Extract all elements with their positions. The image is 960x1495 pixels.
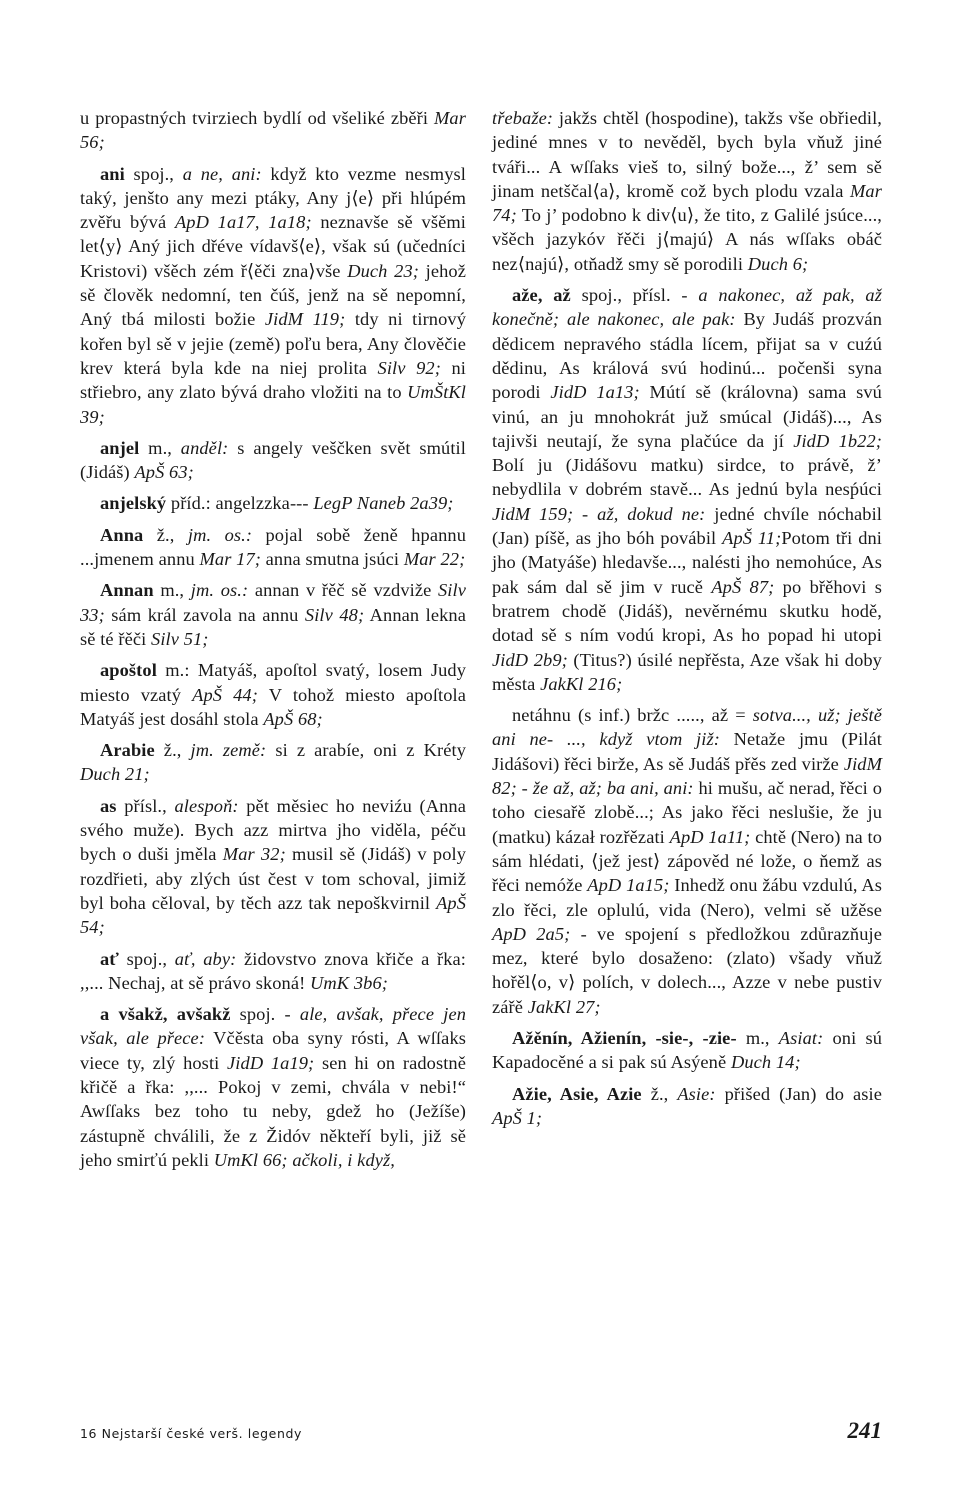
italic-text: Asie: bbox=[677, 1083, 716, 1104]
page-number: 241 bbox=[847, 1418, 882, 1443]
entry-text: ni střiebro, any zlato bývá draho vložiti na to bbox=[80, 357, 467, 403]
italic-text: sotva..., už; ještě ani ne- ..., když vtom již: bbox=[492, 705, 882, 750]
right-entry bbox=[492, 1026, 882, 1075]
entry-text: si z arabíe, oni z Kréty bbox=[266, 740, 466, 761]
headword: as bbox=[100, 795, 117, 816]
entry-text: To j’ podobno k div⟨u⟩, že tito, z Galilé jsúce..., všěch jazykóv řěči j⟨majú⟩ A nás wſſaks obáč nez⟨najú⟩, otňadž smy sě porodili bbox=[492, 205, 882, 274]
italic-text: JidD 1a19; bbox=[227, 1052, 315, 1073]
entry-text: u propastných tvirziech bydlí od všeliké zběři bbox=[80, 108, 435, 128]
entry-text: m.: Matyáš, apoſtol svatý, losem Judy miesto vzatý bbox=[80, 660, 466, 705]
entry-text: pět měsiec ho neviźu (Anna svého muže). Bych azz mirtva jho viděla, péču bych o duši jměla bbox=[80, 795, 466, 865]
page-footer bbox=[80, 1418, 882, 1448]
italic-text: Silv 48; bbox=[304, 604, 365, 625]
entry-text: přísl., bbox=[116, 795, 175, 816]
left-entry bbox=[80, 162, 466, 429]
italic-text: třebaže: bbox=[492, 108, 554, 128]
headword: a všakž, avšakž bbox=[100, 1004, 231, 1025]
italic-text: Mar 32; bbox=[222, 844, 286, 865]
italic-text: UmŠtKl 39; bbox=[80, 382, 466, 427]
italic-text: Mar 74; bbox=[492, 180, 882, 226]
italic-text: ApŠ 1; bbox=[492, 1107, 543, 1128]
entry-text: Potom tři dni jho (Matyáše) hledavše..., nalésti jho nemohúce, As pak sám dal sě jim v rucě bbox=[492, 528, 882, 597]
entry-text: jehož sě člověk nedomní, ten čúš, jenž na sě nepomní, Aný tbá milosti božie bbox=[80, 260, 466, 330]
headword: Annan bbox=[100, 580, 154, 601]
italic-text: UmK 3b6; bbox=[310, 972, 388, 993]
entry-text: chtě (Nero) na to sám hlédati, ⟨jež jest⟩ zápověd né lože, o ňemž as řěci nemóže bbox=[492, 826, 883, 896]
headword: ať bbox=[100, 948, 119, 969]
italic-text: Asiat: bbox=[778, 1027, 824, 1048]
entry-text: annan v řěč sě vzdviže bbox=[248, 580, 439, 601]
entry-text: Annan lekna sě té řěči bbox=[80, 604, 466, 649]
entry-text: jakžs chtěl (hospodine), takžs vše obřiedil, jediné mnes v to nevěděl, bych byla vňuž jiné tváři... A wſſaks vieš to, silný bože..., ž’ sem sě jinam netščal⟨a⟩, kromě což bych plodu vzala bbox=[492, 108, 882, 201]
right-entry bbox=[492, 106, 882, 276]
italic-text: ApŠ 44; bbox=[192, 684, 258, 705]
headword: aže, až bbox=[512, 285, 571, 306]
italic-text: ať, aby: bbox=[174, 948, 237, 969]
entry-text: musil sě (Jidáš) v poly rozdřieti, aby zlých úst čest v tom schoval, jimiž byl boha cěloval, by těch azz tak nepoškvirnil bbox=[80, 844, 467, 913]
italic-text: jm. os.: bbox=[190, 580, 249, 601]
italic-text: jm. země: bbox=[190, 740, 267, 761]
italic-text: Silv 51; bbox=[151, 628, 209, 649]
italic-text: a nakonec, až pak, až konečně; ale nakonec, ale pak: bbox=[492, 285, 882, 330]
italic-text: Duch 6; bbox=[747, 253, 809, 274]
right-entry bbox=[492, 283, 882, 696]
headword: Arabie bbox=[100, 740, 155, 761]
left-entry bbox=[80, 106, 466, 155]
entry-text: příd.: angelzzka--- bbox=[166, 493, 314, 514]
italic-text: Silv 33; bbox=[80, 580, 466, 625]
italic-text: JidM 82; bbox=[492, 753, 882, 799]
left-column bbox=[80, 106, 466, 1179]
italic-text: ApD 1a11; bbox=[669, 826, 751, 847]
left-entry bbox=[80, 738, 466, 787]
italic-text: JidD 1b22; bbox=[793, 430, 882, 451]
entry-text: spoj., přísl. - bbox=[570, 285, 699, 306]
italic-text: JidD 1a13; bbox=[550, 382, 640, 403]
italic-text: že až, až; ba ani, ani: bbox=[532, 778, 694, 799]
entry-text: Bolí ju (Jidášovu matku) sirdce, to právě, ž’ nebydlila v dobrém stavě... As jednú byla nesṕúci bbox=[492, 455, 882, 500]
entry-text: m., bbox=[736, 1027, 779, 1048]
italic-text: ApD 1a15; bbox=[587, 875, 670, 896]
entry-text: jedné chvíle nóchabil (Jan) píšě, as jho bóh povábil bbox=[492, 503, 882, 549]
italic-text: Mar 56; bbox=[80, 108, 466, 153]
entry-text: hi mušu, ač nerad, řěci o toho ciesařě zlobě...; As jako řěci neslušie, že ju (matku) kázał rozřězati bbox=[492, 778, 882, 847]
entry-text: Inhedž onu žábu vzdulú, As zlo řěci, zle oplulú, vida (Nero), velmi sě užěse bbox=[492, 875, 882, 920]
left-entry bbox=[80, 491, 466, 515]
entry-text: m., bbox=[153, 580, 191, 601]
headword: apoštol bbox=[100, 660, 157, 681]
entry-text: přišed (Jan) do asie bbox=[715, 1083, 882, 1104]
entry-text: By Judáš prozván dědicem nepravého stádla lícem, přijat sa v cuźú dědinu, As králová svú hodinú... počenši syna porodi bbox=[492, 309, 882, 403]
italic-text: ApD 1a17, 1a18; bbox=[174, 212, 312, 233]
italic-text: JidM 119; bbox=[264, 309, 346, 330]
italic-text: JidD 2b9; bbox=[492, 649, 568, 670]
italic-text: ApŠ 68; bbox=[263, 708, 323, 729]
italic-text: LegP Naneb 2a39; bbox=[313, 493, 454, 514]
entry-text: Netaže jmu (Pilát Jidášovi) řěci birže, As sě Judáš přěs zed virže bbox=[492, 729, 882, 774]
entry-text: - bbox=[573, 503, 598, 524]
italic-text: JakKl 27; bbox=[527, 996, 601, 1017]
italic-text: až, dokud ne: bbox=[597, 503, 706, 524]
left-entry bbox=[80, 523, 466, 572]
entry-text: Včěsta oba syny rósti, A wſſaks viece ty, zlý hosti bbox=[80, 1028, 466, 1073]
italic-text: a ne, ani: bbox=[182, 163, 262, 184]
italic-text: jm. os.: bbox=[187, 524, 253, 545]
entry-text: V tohož miesto apoſtola Matyáš jest dosáhl stola bbox=[80, 684, 467, 729]
headword: ani bbox=[100, 163, 125, 184]
headword: anjelský bbox=[100, 493, 167, 514]
entry-text: ž., bbox=[641, 1083, 678, 1104]
entry-text: - ve spojení s předložkou zdůrazňuje mez, které bylo dosaženo: (zlato) všady vňuž hořěl⟨o, v⟩ polích, v dolech..., Azze v nebe pustiv zářě bbox=[492, 923, 882, 1017]
italic-text: ApŠ 87; bbox=[711, 576, 775, 597]
headword: Ažie, Asie, Azie bbox=[512, 1083, 642, 1104]
italic-text: Duch 21; bbox=[80, 764, 150, 785]
left-entry bbox=[80, 794, 466, 940]
left-entry bbox=[80, 436, 466, 485]
entry-text: když kto vezme nesmysl taký, jenšto any mezi ptáky, Any j⟨e⟩ při hlúpém zvěřu bývá bbox=[80, 163, 466, 233]
entry-text: ž., bbox=[143, 524, 188, 545]
entry-text: po břěhovi s bratrem chodě (Jidáš), nevěrnému skutku hodě, dotad sě s ním vodú kropi, As ho popad hi utopi bbox=[492, 576, 882, 646]
right-entry bbox=[492, 1082, 882, 1131]
entry-text: židovstvo znova křiče a řka: ,,... Nechaj, at sě právo skoná! bbox=[80, 948, 466, 993]
entry-text: Mútí sě (královna) sama svú vinú, an ju mnohokrát juž smúcal (Jidáš)..., As tajivši neutají, že syna plačúce da jí bbox=[492, 382, 882, 451]
right-column bbox=[492, 106, 882, 1137]
italic-text: Mar 17; bbox=[199, 549, 261, 570]
entry-text: m., bbox=[139, 437, 181, 458]
entry-text: spoj., bbox=[124, 163, 183, 184]
italic-text: Mar 22; bbox=[403, 549, 466, 570]
italic-text: alespoň: bbox=[174, 795, 239, 816]
entry-text: ž., bbox=[154, 740, 191, 761]
entry-text: neznavše sě všěmi let⟨y⟩ Aný jich dřéve vídavš⟨e⟩, však sú (učedníci Kristovi) všěch zém ř⟨ěči zna⟩vše bbox=[80, 212, 466, 281]
italic-text: ačkoli, i když, bbox=[292, 1149, 395, 1170]
italic-text: ApŠ 63; bbox=[134, 462, 194, 483]
entry-text: sám král zavola na annu bbox=[104, 604, 305, 625]
headword: Anna bbox=[100, 524, 144, 545]
entry-text: tdy ni tirnový kořen byl sě v jejie (země) poľu bera, Any člověčie krev která byla kde na niej prolita bbox=[80, 309, 466, 378]
entry-text: anna smutna jsúci bbox=[260, 549, 404, 570]
italic-text: ale, avšak, přece jen však, ale přece: bbox=[80, 1004, 466, 1049]
italic-text: Duch 23; bbox=[347, 260, 419, 281]
entry-text: s angely veščken svět smútil (Jidáš) bbox=[80, 437, 466, 483]
entry-text: oni sú Kapadocěné a si pak sú Asýeně bbox=[492, 1027, 882, 1073]
italic-text: Duch 14; bbox=[730, 1052, 801, 1073]
italic-text: anděl: bbox=[180, 437, 229, 458]
left-entry bbox=[80, 578, 466, 651]
italic-text: ApŠ 11; bbox=[722, 528, 782, 549]
left-entry bbox=[80, 658, 466, 731]
italic-text: ApD 2a5; bbox=[492, 923, 571, 944]
printer-signature: 16 Nejstarší české verš. legendy bbox=[80, 1426, 303, 1441]
headword: anjel bbox=[100, 437, 140, 458]
right-entry bbox=[492, 703, 882, 1019]
italic-text: UmKl 66; bbox=[213, 1149, 288, 1170]
entry-text: - bbox=[516, 778, 533, 799]
entry-text: (Titus?) úsilé nepřěsta, Aze však hi doby města bbox=[492, 649, 882, 694]
italic-text: Silv 92; bbox=[377, 357, 441, 378]
headword: Ažěnín, Ažienín, -sie-, -zie- bbox=[512, 1027, 737, 1048]
italic-text: JakKl 216; bbox=[540, 673, 623, 694]
italic-text: JidM 159; bbox=[492, 503, 574, 524]
entry-text: pojal sobě ženě hpannu ...jmenem annu bbox=[80, 524, 467, 570]
entry-text: spoj. - bbox=[230, 1004, 300, 1025]
left-entry bbox=[80, 1002, 466, 1172]
entry-text: netáhnu (s inf.) bržc ....., až = bbox=[512, 705, 753, 726]
italic-text: ApŠ 54; bbox=[80, 892, 466, 938]
entry-text: sen hi on radostně křičě a řka: ,,... Pokoj v zemi, chvála v nebi!“ Awſſaks bez toho tu neby, gdež ho (Ježíše) zástupně chválili, že z Židóv někteří byli, již sě jeho smirťú pekli bbox=[80, 1052, 466, 1170]
entry-text: spoj., bbox=[118, 948, 175, 969]
left-entry bbox=[80, 947, 466, 996]
